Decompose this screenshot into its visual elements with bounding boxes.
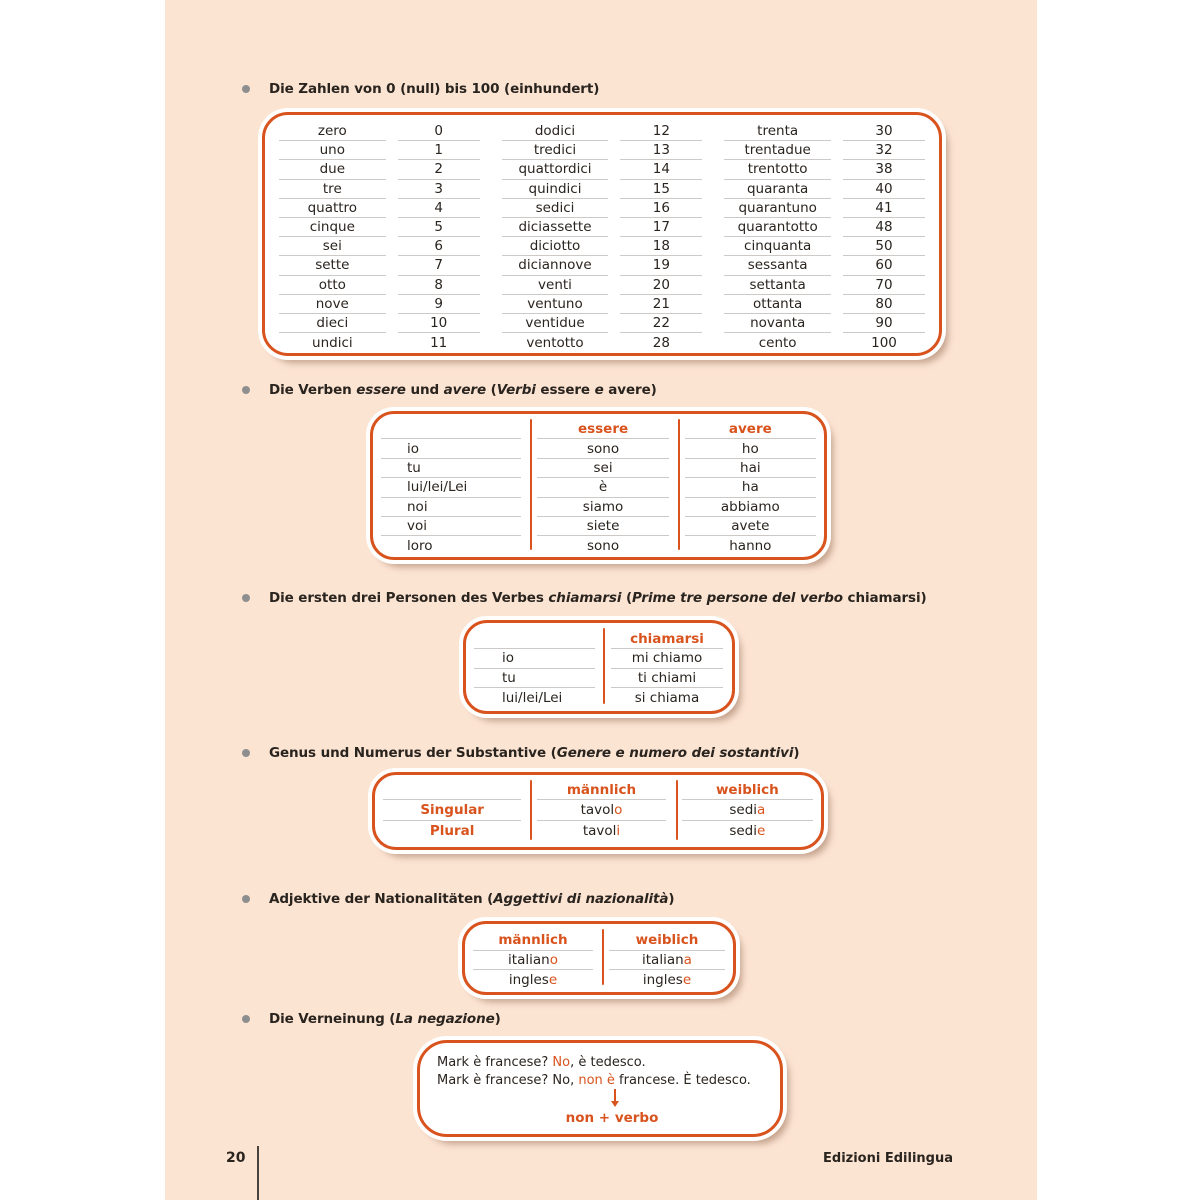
table-cell: trentadue: [724, 141, 831, 160]
table-cell: 13: [620, 141, 702, 160]
chiamarsi-table: [463, 620, 735, 714]
text-segment: Genus und Numerus der Substantive (: [269, 745, 557, 761]
table-row: [718, 160, 931, 179]
table-row: [718, 333, 931, 352]
column-divider: [530, 780, 532, 840]
negation-box: [417, 1040, 783, 1137]
essere-avere-table: [370, 411, 827, 560]
text-segment: chiamarsi: [548, 590, 622, 606]
table-row: [496, 333, 709, 352]
table-cell: [381, 420, 521, 439]
table-cell: sei: [279, 237, 386, 256]
table-cell: chiamarsi: [611, 630, 723, 649]
table-cell: weiblich: [609, 931, 725, 951]
text-segment: Die Zahlen von 0 (null) bis 100 (einhundert): [269, 81, 600, 97]
table-cell: trentotto: [724, 160, 831, 179]
text-segment: avere: [443, 382, 487, 398]
table-cell: 60: [843, 256, 925, 275]
bullet-icon: [242, 85, 250, 93]
text-segment: avere): [603, 382, 657, 398]
heading-text: [269, 891, 674, 907]
text-segment: Adjektive der Nationalitäten (: [269, 891, 494, 907]
table-cell: siete: [537, 517, 668, 536]
table-row: [373, 517, 824, 536]
heading-text: [269, 745, 799, 761]
table-cell: 14: [620, 160, 702, 179]
footer-divider: [257, 1146, 259, 1200]
table-cell: 8: [398, 276, 480, 295]
highlighted-ending: e: [548, 971, 558, 988]
nationality-table: [462, 921, 736, 995]
heading-text: [269, 590, 927, 606]
table-cell: 80: [843, 295, 925, 314]
table-cell: due: [279, 160, 386, 179]
text-segment: ): [494, 1011, 501, 1027]
table-cell: italian a: [609, 951, 725, 971]
table-row: [496, 295, 709, 314]
table-cell: ventuno: [502, 295, 609, 314]
table-row: [273, 256, 486, 275]
text-segment: essere: [356, 382, 406, 398]
table-cell: sedici: [502, 199, 609, 218]
table-cell: 90: [843, 314, 925, 333]
table-cell: 18: [620, 237, 702, 256]
text-segment: Aggettivi di nazionalità: [493, 891, 669, 907]
section-heading-nationality: [242, 890, 674, 908]
text-segment: ): [793, 745, 800, 761]
table-row: [373, 478, 824, 497]
accent-text: non è: [578, 1072, 615, 1088]
table-cell: sedi e: [729, 822, 766, 839]
table-row: [273, 218, 486, 237]
table-cell: 2: [398, 160, 480, 179]
table-row: [718, 237, 931, 256]
table-row: [273, 314, 486, 333]
table-cell: lui/lei/Lei: [502, 689, 563, 706]
negation-example-2: [437, 1072, 780, 1090]
table-row: [718, 256, 931, 275]
table-cell: quarantotto: [724, 218, 831, 237]
genus-numerus-table: [372, 772, 824, 850]
table-row: [273, 141, 486, 160]
table-cell: sei: [537, 459, 668, 478]
column-divider: [676, 780, 678, 840]
text-segment: und: [405, 382, 444, 398]
table-cell: dodici: [502, 122, 609, 141]
table-cell: tu: [381, 459, 521, 478]
table-cell: abbiamo: [685, 498, 816, 517]
table-cell: quarantuno: [724, 199, 831, 218]
numbers-table: [262, 112, 942, 356]
text-segment: Prime tre persone del verbo: [632, 590, 843, 606]
table-row: [496, 141, 709, 160]
text-segment: Genere e numero dei sostantivi: [556, 745, 794, 761]
table-cell: 1: [398, 141, 480, 160]
table-cell: 50: [843, 237, 925, 256]
table-cell: è: [537, 478, 668, 497]
table-cell: ha: [685, 478, 816, 497]
table-cell: cinquanta: [724, 237, 831, 256]
table-cell: 10: [398, 314, 480, 333]
table-cell: ti chiami: [611, 669, 723, 688]
table-row: [496, 237, 709, 256]
table-cell: 48: [843, 218, 925, 237]
table-cell: 12: [620, 122, 702, 141]
table-cell: venti: [502, 276, 609, 295]
table-cell: siamo: [537, 498, 668, 517]
table-cell: si chiama: [634, 689, 700, 706]
table-row: [496, 122, 709, 141]
text-segment: (: [486, 382, 497, 398]
table-cell: 16: [620, 199, 702, 218]
highlighted-ending: e: [757, 822, 766, 839]
table-cell: 6: [398, 237, 480, 256]
table-cell: 38: [843, 160, 925, 179]
heading-text: [269, 81, 599, 97]
negation-example-1: [437, 1054, 780, 1072]
table-cell: tu: [474, 669, 595, 688]
table-row: [718, 295, 931, 314]
table-row: [273, 199, 486, 218]
highlighted-ending: i: [616, 822, 621, 839]
table-cell: mi chiamo: [611, 649, 723, 668]
table-cell: lui/lei/Lei: [381, 478, 521, 497]
table-cell: 40: [843, 180, 925, 199]
table-row: [496, 199, 709, 218]
table-cell: essere: [537, 420, 668, 439]
table-cell: tredici: [502, 141, 609, 160]
table-cell: ho: [685, 439, 816, 458]
bullet-icon: [242, 1015, 250, 1023]
table-cell: tre: [279, 180, 386, 199]
text-segment: , è tedesco.: [570, 1055, 646, 1070]
table-row: [373, 498, 824, 517]
table-cell: 19: [620, 256, 702, 275]
table-row: [273, 122, 486, 141]
table-cell: ottanta: [724, 295, 831, 314]
table-cell: italian o: [473, 951, 593, 971]
table-cell: voi: [381, 517, 521, 536]
text-segment: Die Verneinung (: [269, 1011, 396, 1027]
table-row: [273, 333, 486, 352]
table-row: [373, 536, 824, 555]
table-row: [466, 649, 732, 668]
table-row: [273, 180, 486, 199]
table-row: [273, 295, 486, 314]
table-cell: ingles e: [642, 971, 692, 988]
text-segment: La negazione: [395, 1011, 495, 1027]
section-heading-verbs: [242, 381, 657, 399]
text-segment: chiamarsi): [842, 590, 927, 606]
table-cell: otto: [279, 276, 386, 295]
table-cell: 11: [430, 334, 448, 351]
text-segment: Mark è francese?: [437, 1055, 553, 1070]
table-cell: 15: [620, 180, 702, 199]
table-cell: sono: [537, 439, 668, 458]
table-row: [465, 970, 733, 990]
table-row: [718, 314, 931, 333]
heading-text: [269, 382, 657, 398]
table-cell: trenta: [724, 122, 831, 141]
text-segment: (: [621, 590, 633, 606]
table-cell: [474, 630, 595, 649]
arrow-line: [614, 1089, 616, 1101]
table-header-row: [465, 931, 733, 951]
table-header-row: [466, 630, 732, 649]
down-arrow-icon: [611, 1089, 619, 1107]
table-cell: tavol o: [537, 800, 665, 820]
text-segment: Verbi: [496, 382, 536, 398]
heading-text: [269, 1011, 501, 1027]
text-segment: francese. È tedesco.: [614, 1072, 751, 1088]
table-cell: avete: [685, 517, 816, 536]
table-cell: 70: [843, 276, 925, 295]
column-divider: [603, 628, 605, 704]
highlighted-ending: a: [757, 802, 766, 819]
table-cell: cinque: [279, 218, 386, 237]
table-cell: quindici: [502, 180, 609, 199]
table-cell: 3: [398, 180, 480, 199]
table-cell: novanta: [724, 314, 831, 333]
highlighted-ending: e: [682, 971, 692, 988]
table-cell: sessanta: [724, 256, 831, 275]
table-cell: 22: [620, 314, 702, 333]
accent-text: No: [552, 1055, 571, 1070]
table-row: [373, 459, 824, 478]
table-cell: 5: [398, 218, 480, 237]
table-row: [375, 800, 821, 820]
number-column-group: [273, 122, 486, 353]
table-cell: weiblich: [682, 780, 813, 800]
table-row: [496, 160, 709, 179]
highlighted-ending: o: [614, 802, 623, 819]
number-column-group: [718, 122, 931, 353]
table-cell: [383, 780, 521, 800]
table-cell: ventidue: [502, 314, 609, 333]
table-cell: 9: [398, 295, 480, 314]
table-row: [718, 141, 931, 160]
table-row: [375, 821, 821, 841]
table-cell: 0: [398, 122, 480, 141]
table-cell: quaranta: [724, 180, 831, 199]
text-segment: Die ersten drei Personen des Verbes: [269, 590, 549, 606]
table-cell: quattordici: [502, 160, 609, 179]
table-cell: 7: [398, 256, 480, 275]
highlighted-ending: a: [683, 951, 692, 968]
table-cell: dieci: [279, 314, 386, 333]
arrow-head: [611, 1101, 619, 1107]
table-header-row: [375, 780, 821, 800]
table-cell: noi: [381, 498, 521, 517]
table-cell: Plural: [429, 822, 475, 839]
table-cell: sette: [279, 256, 386, 275]
text-segment: essere: [535, 382, 595, 398]
table-cell: cento: [758, 334, 797, 351]
table-row: [466, 669, 732, 688]
table-row: [496, 180, 709, 199]
number-column-group: [496, 122, 709, 353]
section-heading-numbers: [242, 80, 599, 98]
table-cell: hai: [685, 459, 816, 478]
table-cell: quattro: [279, 199, 386, 218]
publisher: Edizioni Edilingua: [823, 1151, 953, 1166]
table-row: [496, 218, 709, 237]
text-segment: ): [668, 891, 675, 907]
table-cell: 30: [843, 122, 925, 141]
table-row: [273, 276, 486, 295]
table-cell: 100: [871, 334, 897, 351]
table-row: [718, 122, 931, 141]
page-number: 20: [226, 1150, 246, 1166]
column-divider: [678, 419, 680, 550]
column-divider: [530, 419, 532, 550]
bullet-icon: [242, 386, 250, 394]
section-heading-genus: [242, 744, 799, 762]
section-heading-negation: [242, 1010, 501, 1028]
table-row: [718, 199, 931, 218]
column-divider: [602, 929, 604, 985]
table-row: [466, 688, 732, 707]
table-cell: uno: [279, 141, 386, 160]
table-cell: 41: [843, 199, 925, 218]
table-cell: io: [474, 649, 595, 668]
section-heading-chiamarsi: [242, 589, 927, 607]
table-row: [718, 218, 931, 237]
bullet-icon: [242, 594, 250, 602]
table-cell: sedi a: [682, 800, 813, 820]
table-cell: diciassette: [502, 218, 609, 237]
table-row: [718, 180, 931, 199]
table-cell: 32: [843, 141, 925, 160]
table-cell: 21: [620, 295, 702, 314]
table-cell: Singular: [383, 800, 521, 820]
table-cell: avere: [685, 420, 816, 439]
table-row: [496, 256, 709, 275]
table-cell: sono: [586, 538, 620, 555]
table-cell: ingles e: [508, 971, 558, 988]
table-cell: ventotto: [526, 334, 584, 351]
table-row: [273, 160, 486, 179]
bullet-icon: [242, 749, 250, 757]
negation-rule: non + verbo: [565, 1110, 659, 1126]
text-segment: e: [594, 382, 604, 398]
table-cell: settanta: [724, 276, 831, 295]
table-row: [273, 237, 486, 256]
table-cell: 17: [620, 218, 702, 237]
table-cell: männlich: [473, 931, 593, 951]
table-cell: 20: [620, 276, 702, 295]
table-header-row: [373, 420, 824, 439]
table-cell: hanno: [729, 538, 772, 555]
table-row: [496, 276, 709, 295]
table-cell: tavol i: [582, 822, 621, 839]
table-cell: männlich: [537, 780, 665, 800]
highlighted-ending: o: [549, 951, 558, 968]
table-cell: io: [381, 439, 521, 458]
table-cell: nove: [279, 295, 386, 314]
table-row: [373, 439, 824, 458]
table-row: [496, 314, 709, 333]
table-cell: diciotto: [502, 237, 609, 256]
table-row: [718, 276, 931, 295]
table-row: [465, 951, 733, 971]
table-cell: loro: [407, 538, 433, 555]
table-cell: 4: [398, 199, 480, 218]
table-cell: 28: [652, 334, 670, 351]
table-cell: zero: [279, 122, 386, 141]
table-cell: undici: [312, 334, 353, 351]
text-segment: Mark è francese? No,: [437, 1072, 579, 1088]
table-cell: diciannove: [502, 256, 609, 275]
text-segment: Die Verben: [269, 382, 357, 398]
bullet-icon: [242, 895, 250, 903]
